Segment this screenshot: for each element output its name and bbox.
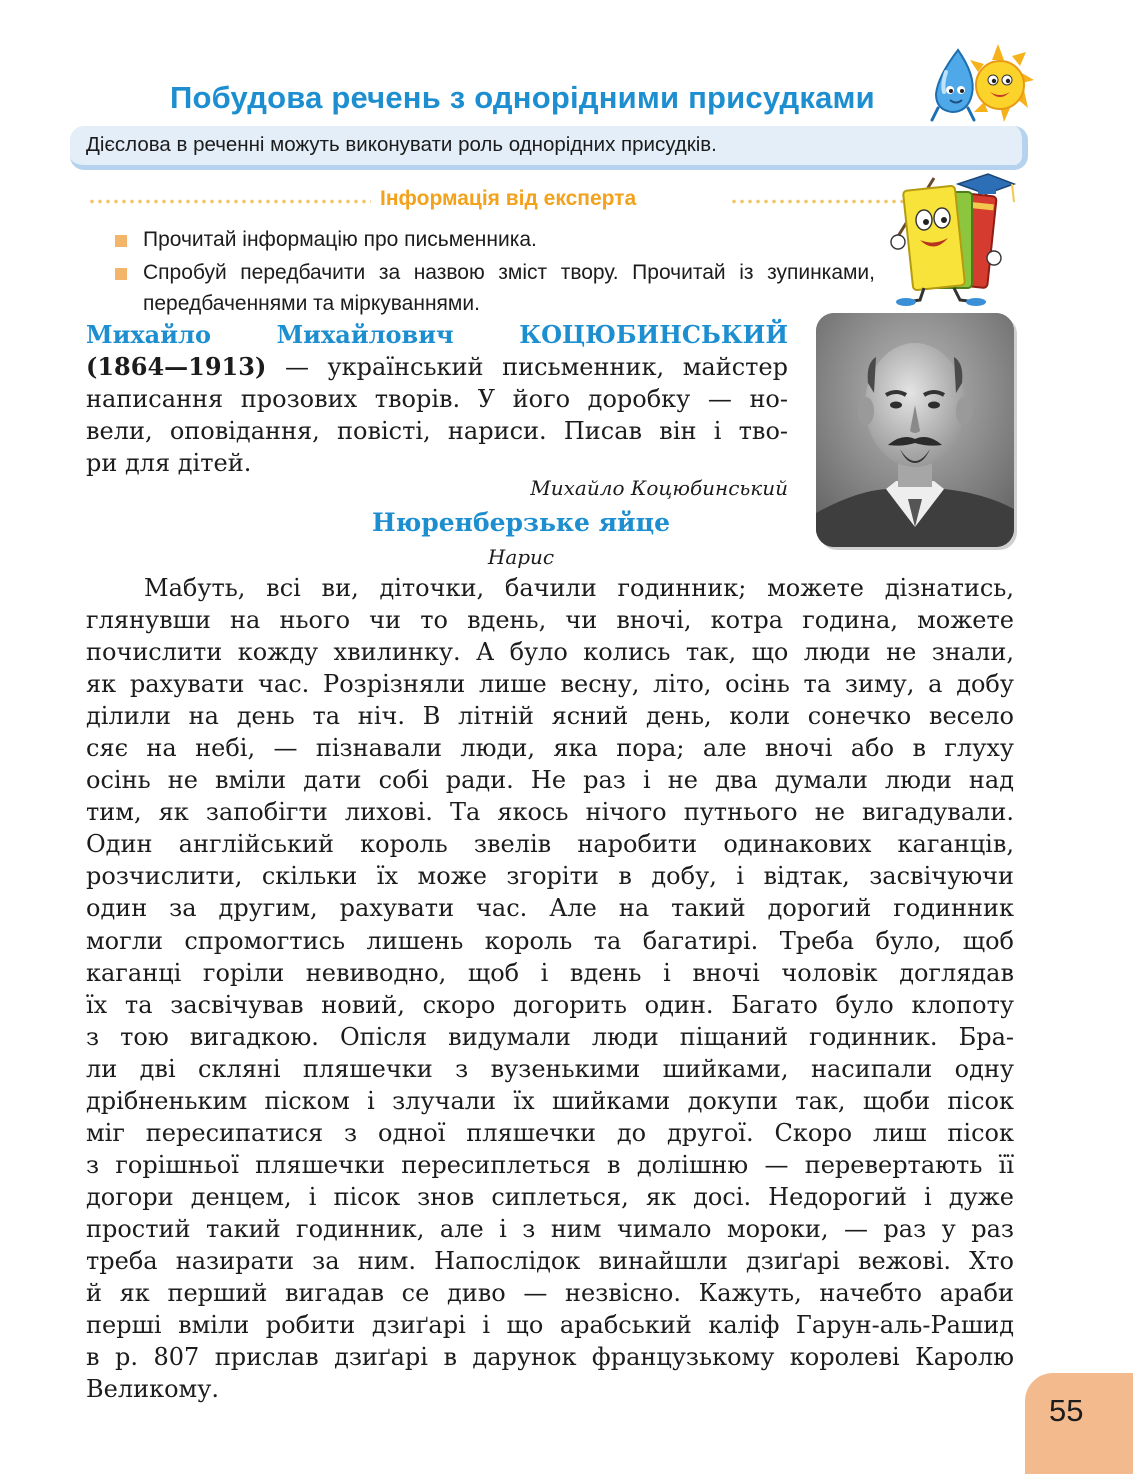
task-item xyxy=(115,257,875,321)
bio-line xyxy=(86,319,788,351)
text-line: один за другим, рахувати час. Але на такий дорогий годинник xyxy=(86,894,1014,923)
text-line: розчислити, скільки їх може згоріти в добу, і відтак, засвічуючи xyxy=(86,862,1014,891)
task-text: Спробуй передбачити за назвою зміст твору. Прочитай із зупинками, передбаченнями та міркуваннями. xyxy=(143,261,875,315)
work-genre: Нарис xyxy=(487,545,555,569)
text-line: ділили на день та ніч. В літній ясний день, коли сонечко весело xyxy=(86,702,1014,731)
text-line: з горішньої пляшечки пересиплеться в долішню — перевертають її xyxy=(86,1150,1014,1179)
work-title: Нюренберзьке яйце xyxy=(372,508,670,537)
water-drop-sun-mascot-icon xyxy=(928,42,1036,124)
text-line: тим, як запобігти лихові. Та якось нічого путнього не вигадували. xyxy=(86,798,1014,827)
text-line: осінь не вміли дати собі ради. Не раз і не два думали люди над xyxy=(86,766,1014,795)
text-line: каганці горіли невиводно, щоб і вдень і вночі чоловік доглядав xyxy=(86,958,1014,987)
text-line: сяє на небі, — пізнавали люди, яка пора; але вночі або в глуху xyxy=(86,734,1014,763)
text-line: догори денцем, і пісок знов сиплеться, як досі. Недорогий і дуже xyxy=(86,1182,1014,1211)
text-line: дрібненьким піском і злучали їх шийками докупи так, щоби пісок xyxy=(86,1086,1014,1115)
bio-line: вели, оповідання, повісті, нариси. Писав він і тво- xyxy=(86,417,788,445)
text-line: з тою вигадкою. Опісля видумали люди піщаний годинник. Бра- xyxy=(86,1022,1014,1051)
text-line: Мабуть, всі ви, діточки, бачили годинник; можете дізнатись, xyxy=(144,574,1014,602)
rule-text: Дієслова в реченні можуть виконувати роль однорідних присудків. xyxy=(86,133,717,156)
portrait-caption: Михайло Коцюбинський xyxy=(530,476,788,500)
book-mascot-icon xyxy=(884,172,1024,308)
bio-text: — український письменник, майстер xyxy=(284,353,788,381)
bio-line xyxy=(86,351,788,383)
page-number-tab xyxy=(1025,1373,1133,1474)
text-line: треба назирати за ним. Напослідок винайшли дзиґарі вежові. Хто xyxy=(86,1246,1014,1275)
text-line: простий такий годинник, але і з ним чимало мороки, — раз у раз xyxy=(86,1214,1014,1243)
author-years: (1864—1913) xyxy=(86,352,267,381)
text-line: почислити кожду хвилинку. А було колись так, що люди не знали, xyxy=(86,638,1014,667)
bio-line: ри для дітей. xyxy=(86,449,252,477)
text-line: як рахувати час. Розрізняли лише весну, літо, осінь та зиму, а добу xyxy=(86,670,1014,699)
dotted-divider-left xyxy=(88,199,371,204)
task-text: Прочитай інформацію про письменника. xyxy=(143,228,537,251)
text-line: Один англійський король звелів наробити одинакових каганців, xyxy=(86,830,1014,859)
text-line: глянувши на нього чи то вдень, чи вночі, котра година, можете xyxy=(86,606,1014,635)
expert-header: Інформація від експерта xyxy=(380,187,637,210)
text-line: могли спромогтись лишень король та багатирі. Треба було, щоб xyxy=(86,926,1014,955)
text-line: їх та засвічував новий, скоро догорить один. Багато було клопоту xyxy=(86,990,1014,1019)
page-number: 55 xyxy=(1049,1393,1084,1428)
text-line: перші вміли робити дзиґарі і що арабський каліф Гарун-аль-Рашид xyxy=(86,1311,1014,1340)
bullet-square-icon xyxy=(115,268,127,280)
text-line: ли дві скляні пляшечки з вузенькими шийками, насипали одну xyxy=(86,1054,1014,1083)
dotted-divider-right xyxy=(730,199,910,204)
section-title: Побудова речень з однорідними присудками xyxy=(170,80,875,115)
rule-box xyxy=(70,126,1028,170)
author-name: Михайло Михайлович КОЦЮБИНСЬКИЙ xyxy=(86,320,788,349)
main-text xyxy=(86,572,1014,1405)
bullet-square-icon xyxy=(115,235,127,247)
task-item xyxy=(115,224,875,256)
bio-line: написання прозових творів. У його доробку — но- xyxy=(86,385,788,413)
text-line: в р. 807 прислав дзиґарі в дарунок французькому королеві Каролю xyxy=(86,1343,1014,1372)
text-line: й як перший вигадав се диво — незвісно. Кажуть, начебто араби xyxy=(86,1279,1014,1308)
text-line: Великому. xyxy=(86,1375,219,1404)
author-bio xyxy=(86,319,788,479)
text-line: міг пересипатися з одної пляшечки до другої. Скоро лиш пісок xyxy=(86,1118,1014,1147)
